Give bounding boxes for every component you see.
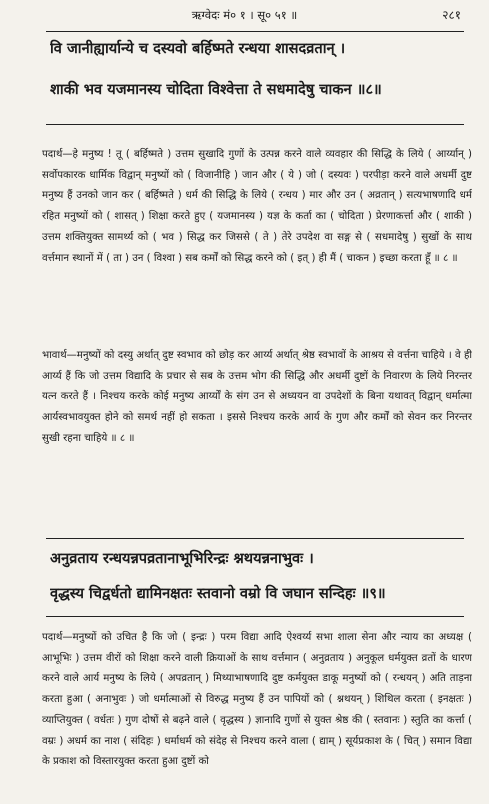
padartha-9: पदार्थ—मनुष्यों को उचित है कि जो ( इन्द्रः ) परम विद्या आदि ऐश्वर्य्य सभा शाला सेना और न्याय का अध्यक्ष ( आभूभिः ) उत्तम वीरों को शिक्षा करने वाली क्रियाओं के साथ वर्त्तमान ( अनुव्रताय ) अनुकूल धर्मयुक्त व्रतों के धारण करने वाले आर्य मनुष्य के लिये ( अपव्रतान् ) मिथ्याभाषणादि दुष्ट कर्मयुक्त डाकू मनुष्यों को ( रन्धयन् ) अति ताड़ना करता हुआ ( अनाभुवः ) जो धर्मात्माओं से विरुद्ध मनुष्य हैं उन पापियों को ( श्नथयन् ) शिथिल करता ( इनक्षतः ) व्याप्तियुक्त ( वर्धतः ) गुण दोषों से बढ़ने वाले ( वृद्धस्य ) ज्ञानादि गुणों से युक्त श्रेष्ठ की ( स्तवानः ) स्तुति का कर्त्ता ( वम्रः ) अधर्म का नाश ( संदिहः ) धर्माधर्म को संदेह से निश्चय करने वाला ( द्याम् ) सूर्यप्रकाश के ( चित् ) समान विद्या के प्रकाश को विस्तारयुक्त करता हुआ दुष्टों को	[42, 632, 472, 768]
mantra-9-rule	[46, 616, 464, 617]
mantra-8-rule	[46, 124, 464, 125]
mantra-8-line-1: वि जानीह्यार्यान्ये च दस्यवो बर्हिष्मते रन्धया शासदव्रतान् ।	[50, 40, 346, 57]
padartha-8: पदार्थ—हे मनुष्य ! तू ( बर्हिष्मते ) उत्तम सुखादि गुणों के उत्पन्न करने वाले व्यवहार की सिद्धि के लिये ( आर्य्यान् ) सर्वोपकारक धार्मिक विद्वान् मनुष्यों को ( विजानीहि ) जान और ( ये ) जो ( दस्यवः ) परपीड़ा करने वाले अधर्मी दुष्ट मनुष्य हैं उनको जान कर ( बर्हिष्मते ) धर्म की सिद्धि के लिये ( रन्धय ) मार और उन ( अव्रतान् ) सत्यभाषणादि धर्म रहित मनुष्यों को ( शासत् ) शिक्षा करते हुए ( यजमानस्य ) यज्ञ के कर्ता का ( चोदिता ) प्रेरणाकर्त्ता और ( शाकी ) उत्तम शक्तियुक्त सामर्थ्य को ( भव ) सिद्ध कर जिससे ( ते ) तेरे उपदेश वा सङ्ग से ( सधमादेषु ) सुखों के साथ वर्त्तमान स्थानों में ( ता ) उन ( विश्वा ) सब कर्मों को सिद्ध करने को ( इत् ) ही मैं ( चाकन ) इच्छा करता हूँ ॥ ८ ॥	[42, 149, 472, 264]
page-number: २८१	[442, 8, 461, 22]
bhavartha-8: भावार्थ—मनुष्यों को दस्यु अर्थात् दुष्ट स्वभाव को छोड़ कर आर्य्य अर्थात् श्रेष्ठ स्वभावों के आश्रय से वर्त्तना चाहिये । वे ही आर्य्य हैं कि जो उत्तम विद्यादि के प्रचार से सब के उत्तम भोग की सिद्धि और अधर्मी दुष्टों के निवारण के लिये निरन्तर यत्न करते हैं । निश्चय करके कोई मनुष्य आर्य्यों के संग उन से अध्ययन वा उपदेशों के बिना यथावत् विद्वान् धर्मात्मा आर्यस्वभावयुक्त होने को समर्थ नहीं हो सकता । इससे निश्चय करके आर्य के गुण और कर्मों को सेवन कर निरन्तर सुखी रहना चाहिये ॥ ८ ॥	[42, 350, 472, 444]
header-rule	[46, 31, 464, 32]
mantra-8-line-2: शाकी भव यजमानस्य चोदिता विश्वेत्ता ते सधमादेषु चाकन ॥८॥	[50, 81, 382, 98]
mantra-9-line-2: वृद्धस्य चिद्वर्धतो द्यामिनक्षतः स्तवानो वम्रो वि जघान सन्दिहः ॥९॥	[50, 585, 386, 602]
running-head: ऋग्वेदः मं० १ । सू० ५१ ॥	[191, 8, 298, 22]
mantra-9-line-1: अनुव्रताय रन्धयन्नपव्रतानाभूभिरिन्द्रः श्नथयन्ननाभुवः ।	[50, 550, 314, 567]
mantra-9-top-rule	[46, 538, 464, 539]
